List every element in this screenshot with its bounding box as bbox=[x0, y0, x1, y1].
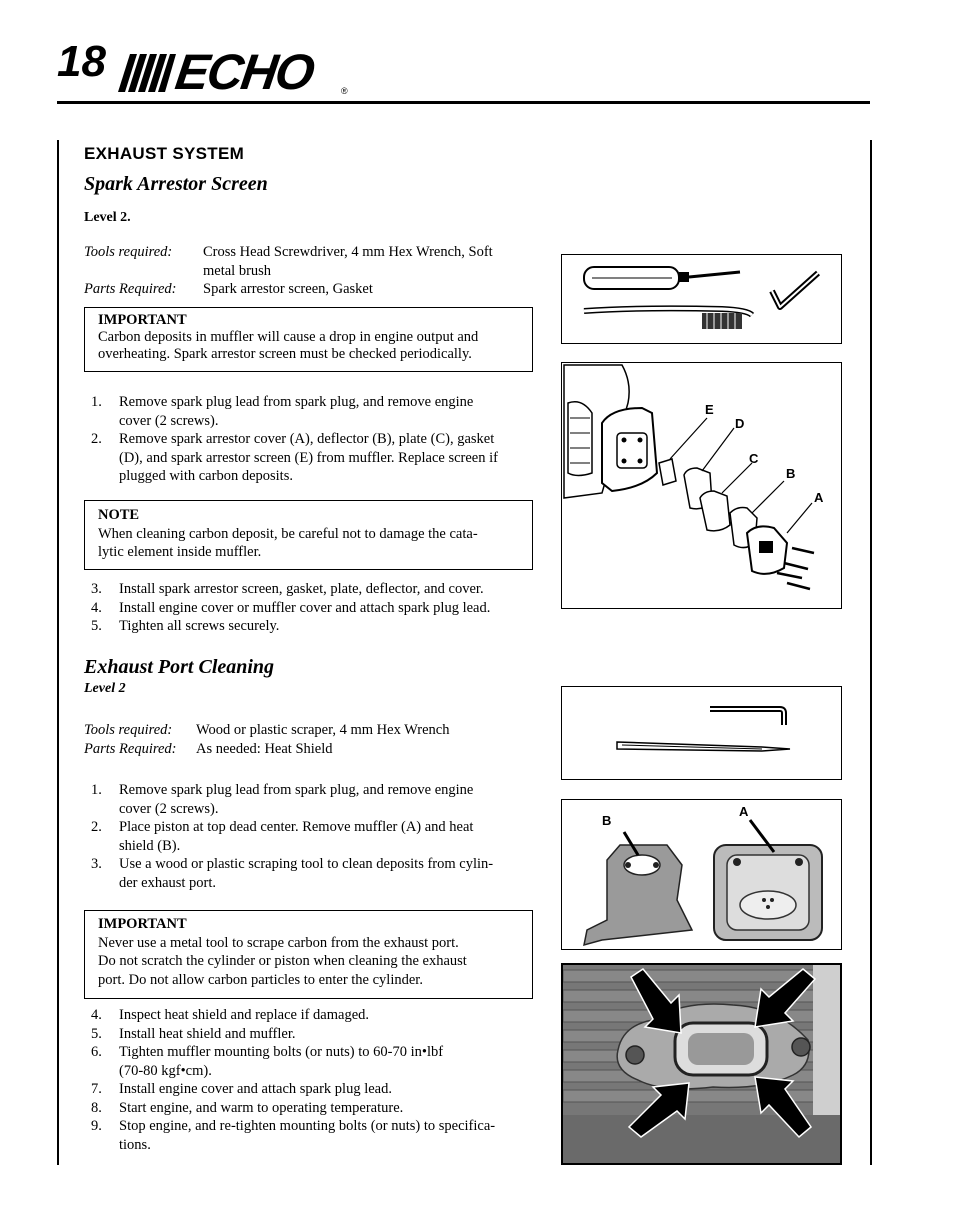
spark-important-box bbox=[84, 307, 533, 372]
exhaust-port-photo bbox=[561, 963, 842, 1165]
important-line: Carbon deposits in muffler will cause a drop in engine output and bbox=[98, 329, 479, 345]
list-item: 4. Inspect heat shield and replace if damaged. bbox=[91, 1007, 370, 1023]
right-margin-rule bbox=[870, 140, 872, 1165]
parts-label: Parts Required: bbox=[84, 281, 177, 297]
important-line: port. Do not allow carbon particles to enter the cylinder. bbox=[98, 971, 423, 988]
spark-steps-a bbox=[84, 393, 534, 486]
spark-steps-b bbox=[84, 580, 534, 636]
parts-value: As needed: Heat Shield bbox=[196, 741, 333, 757]
exhaust-port-title: Exhaust Port Cleaning bbox=[84, 656, 275, 678]
section-title: EXHAUST SYSTEM bbox=[84, 144, 245, 163]
scraper-figure bbox=[561, 686, 842, 780]
cylinder-exhaust-port-photo-icon bbox=[563, 965, 842, 1165]
exhaust-parts-row bbox=[84, 740, 534, 759]
spark-tools-row bbox=[84, 243, 534, 281]
list-item: 8. Start engine, and warm to operating temperature. bbox=[91, 1099, 404, 1116]
important-line: Do not scratch the cylinder or piston when cleaning the exhaust bbox=[98, 953, 467, 969]
logo-speed-lines-icon bbox=[116, 46, 176, 98]
list-item: 9. Stop engine, and re-tighten mounting bolts (or nuts) to specifica- tions. bbox=[91, 1118, 496, 1153]
list-item: 6. Tighten muffler mounting bolts (or nuts) to 60-70 in•lbf (70-80 kgf•cm). bbox=[91, 1044, 444, 1079]
exhaust-steps-a bbox=[84, 781, 534, 892]
spark-arrestor-level: Level 2. bbox=[84, 210, 131, 225]
note-line: When cleaning carbon deposit, be careful not to damage the cata- bbox=[98, 525, 478, 542]
important-heading: IMPORTANT bbox=[98, 312, 187, 328]
exhaust-port-level: Level 2 bbox=[84, 681, 126, 696]
note-heading: NOTE bbox=[98, 507, 140, 523]
parts-label: Parts Required: bbox=[84, 741, 177, 757]
list-item: 2. Remove spark arrestor cover (A), deflector (B), plate (C), gasket (D), and spark arrestor screen (E) from muffler. Replace screen if plugged with carbon deposits. bbox=[91, 431, 498, 484]
scraper-hexwrench-icon bbox=[562, 687, 842, 780]
exploded-muffler-figure bbox=[561, 362, 842, 609]
tools-label: Tools required: bbox=[84, 244, 173, 260]
header-rule bbox=[57, 101, 870, 104]
spark-note-box bbox=[84, 500, 533, 570]
list-item: 5. Tighten all screws securely. bbox=[91, 618, 280, 634]
exhaust-important-box bbox=[84, 910, 533, 999]
important-heading: IMPORTANT bbox=[98, 916, 187, 932]
label-a: A bbox=[739, 804, 749, 819]
label-b: B bbox=[786, 466, 796, 481]
list-item: 1. Remove spark plug lead from spark plug, and remove engine cover (2 screws). bbox=[91, 394, 474, 429]
left-margin-rule bbox=[57, 140, 59, 1165]
list-item: 5. Install heat shield and muffler. bbox=[91, 1025, 296, 1042]
list-item: 7. Install engine cover and attach spark plug lead. bbox=[91, 1081, 392, 1097]
registered-mark: ® bbox=[341, 86, 348, 96]
list-item: 2. Place piston at top dead center. Remove muffler (A) and heat shield (B). bbox=[91, 819, 474, 854]
label-c: C bbox=[749, 451, 759, 466]
exhaust-steps-b bbox=[84, 1006, 534, 1154]
important-line: Never use a metal tool to scrape carbon from the exhaust port. bbox=[98, 934, 459, 951]
muffler-exploded-view-icon bbox=[562, 363, 842, 609]
important-line: overheating. Spark arrestor screen must be checked periodically. bbox=[98, 346, 472, 362]
brand-name: ECHO bbox=[172, 44, 317, 100]
tools-figure bbox=[561, 254, 842, 344]
label-e: E bbox=[705, 402, 714, 417]
tools-label: Tools required: bbox=[84, 722, 173, 738]
echo-logo bbox=[116, 46, 356, 98]
label-a: A bbox=[814, 490, 824, 505]
exhaust-tools-row bbox=[84, 721, 534, 740]
spark-arrestor-title: Spark Arrestor Screen bbox=[84, 173, 268, 195]
spark-parts-row bbox=[84, 280, 534, 299]
list-item: 3. Install spark arrestor screen, gasket, plate, deflector, and cover. bbox=[91, 581, 484, 597]
page-number: 18 bbox=[57, 37, 106, 86]
label-b: B bbox=[602, 813, 612, 828]
screwdriver-brush-hexwrench-icon bbox=[562, 255, 842, 344]
tools-value: Wood or plastic scraper, 4 mm Hex Wrench bbox=[196, 722, 450, 738]
list-item: 4. Install engine cover or muffler cover and attach spark plug lead. bbox=[91, 599, 491, 616]
heat-shield-muffler-figure bbox=[561, 799, 842, 950]
list-item: 1. Remove spark plug lead from spark plug, and remove engine cover (2 screws). bbox=[91, 782, 474, 817]
list-item: 3. Use a wood or plastic scraping tool to clean deposits from cylin- der exhaust port. bbox=[91, 856, 494, 891]
note-line: lytic element inside muffler. bbox=[98, 544, 262, 560]
parts-value: Spark arrestor screen, Gasket bbox=[203, 281, 373, 297]
tools-value: Cross Head Screwdriver, 4 mm Hex Wrench, Soft metal brush bbox=[203, 244, 493, 279]
label-d: D bbox=[735, 416, 745, 431]
